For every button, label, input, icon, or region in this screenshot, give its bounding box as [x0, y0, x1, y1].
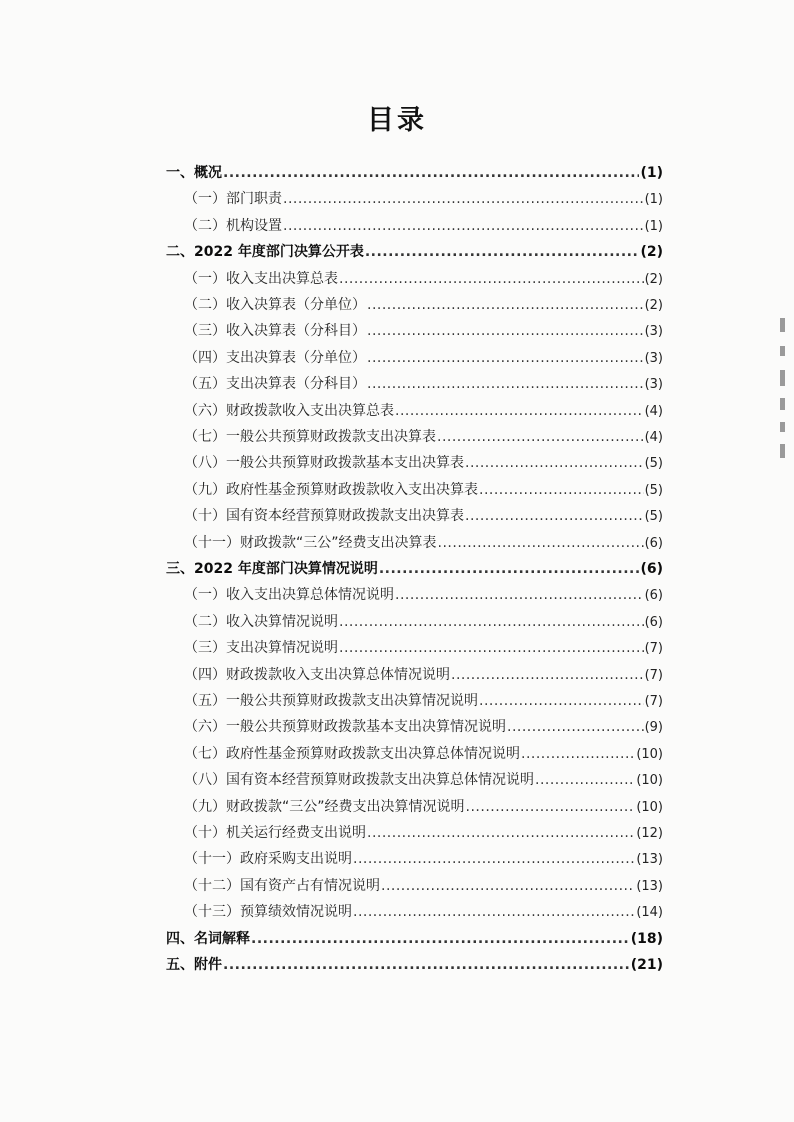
toc-entry-label: （三）收入决算表（分科目）: [184, 323, 366, 340]
toc-page-number: (3): [644, 350, 663, 366]
toc-page-number: (21): [630, 957, 663, 973]
toc-dot-leader: [353, 846, 635, 872]
toc-dot-leader: [521, 741, 635, 767]
toc-page-number: (5): [644, 482, 663, 498]
toc-page-number: (10): [636, 799, 663, 815]
toc-entry-label: 二、2022 年度部门决算公开表: [166, 244, 364, 261]
toc-section-entry[interactable]: [166, 556, 663, 582]
toc-entry-label: （六）财政拨款收入支出决算总表: [184, 402, 394, 419]
toc-dot-leader: [438, 530, 644, 556]
toc-subsection-entry[interactable]: [184, 714, 663, 740]
toc-section-entry[interactable]: [166, 926, 663, 952]
toc-entry-label: （二）机构设置: [184, 217, 282, 234]
toc-dot-leader: [465, 503, 644, 529]
toc-dot-leader: [535, 767, 635, 793]
toc-subsection-entry[interactable]: [184, 609, 663, 635]
toc-page-number: (6): [644, 588, 663, 604]
toc-entry-label: （四）财政拨款收入支出决算总体情况说明: [184, 666, 450, 683]
toc-entry-label: （十）国有资本经营预算财政拨款支出决算表: [184, 508, 464, 525]
toc-entry-label: （十）机关运行经费支出说明: [184, 825, 366, 841]
toc-dot-leader: [283, 186, 644, 212]
toc-page-number: (2): [644, 271, 663, 287]
toc-page-number: (2): [640, 244, 663, 261]
toc-page-number: (13): [636, 878, 663, 894]
toc-dot-leader: [479, 477, 644, 503]
toc-entry-label: （八）一般公共预算财政拨款基本支出决算表: [184, 455, 464, 472]
toc-dot-leader: [339, 635, 644, 661]
toc-entry-label: （一）收入支出决算总体情况说明: [184, 587, 394, 604]
toc-dot-leader: [283, 213, 644, 239]
toc-subsection-entry[interactable]: [184, 398, 663, 424]
toc-dot-leader: [395, 398, 644, 424]
toc-page-number: (7): [644, 667, 663, 683]
toc-entry-label: （三）支出决算情况说明: [184, 640, 338, 657]
toc-subsection-entry[interactable]: [184, 213, 663, 239]
toc-page-number: (9): [644, 720, 663, 736]
toc-entry-label: （五）支出决算表（分科目）: [184, 376, 366, 393]
page-title: 目录: [367, 105, 427, 136]
toc-page-number: (14): [636, 905, 663, 921]
toc-page-number: (6): [644, 535, 663, 551]
toc-entry-label: （十一）财政拨款“三公”经费支出决算表: [184, 534, 437, 551]
toc-entry-label: （七）政府性基金预算财政拨款支出决算总体情况说明: [184, 745, 520, 762]
toc-subsection-entry[interactable]: [184, 582, 663, 608]
toc-subsection-entry[interactable]: [184, 662, 663, 688]
toc-entry-label: （七）一般公共预算财政拨款支出决算表: [184, 429, 436, 445]
toc-subsection-entry[interactable]: [184, 873, 663, 899]
toc-entry-label: （一）部门职责: [184, 191, 282, 208]
toc-dot-leader: [339, 609, 644, 635]
toc-page-number: (2): [644, 298, 663, 313]
scan-edge-marks: [778, 318, 788, 468]
toc-subsection-entry[interactable]: [184, 530, 663, 556]
toc-section-entry[interactable]: [166, 239, 663, 265]
toc-dot-leader: [353, 899, 635, 925]
toc-page-number: (1): [644, 218, 663, 234]
toc-page-number: (6): [644, 614, 663, 630]
toc-dot-leader: [379, 556, 640, 582]
toc-subsection-entry[interactable]: [184, 371, 663, 397]
toc-subsection-entry[interactable]: [184, 318, 663, 344]
toc-subsection-entry[interactable]: [184, 846, 663, 872]
toc-entry-label: 一、概况: [166, 165, 222, 181]
toc-subsection-entry[interactable]: [184, 186, 663, 212]
toc-section-entry[interactable]: [166, 160, 663, 186]
toc-dot-leader: [223, 160, 639, 186]
toc-subsection-entry[interactable]: [184, 688, 663, 714]
toc-entry-label: （二）收入决算情况说明: [184, 613, 338, 630]
toc-subsection-entry[interactable]: [184, 450, 663, 476]
toc-dot-leader: [451, 662, 644, 688]
toc-dot-leader: [367, 345, 644, 371]
toc-entry-label: （十一）政府采购支出说明: [184, 851, 352, 868]
toc-page-number: (12): [636, 826, 663, 841]
toc-page-number: (1): [640, 165, 663, 181]
toc-page-number: (4): [644, 403, 663, 419]
toc-page-number: (3): [644, 377, 663, 393]
toc-subsection-entry[interactable]: [184, 345, 663, 371]
toc-dot-leader: [381, 873, 635, 899]
toc-page-number: (6): [640, 561, 663, 577]
toc-subsection-entry[interactable]: [184, 424, 663, 450]
toc-page-number: (4): [644, 430, 663, 445]
toc-page-number: (7): [644, 641, 663, 657]
toc-page-number: (10): [636, 746, 663, 762]
toc-entry-label: （十三）预算绩效情况说明: [184, 904, 352, 921]
toc-entry-label: （六）一般公共预算财政拨款基本支出决算情况说明: [184, 719, 506, 736]
toc-subsection-entry[interactable]: [184, 899, 663, 925]
toc-entry-label: （五）一般公共预算财政拨款支出决算情况说明: [184, 693, 478, 709]
toc-entry-label: 五、附件: [166, 957, 222, 973]
toc-subsection-entry[interactable]: [184, 266, 663, 292]
toc-dot-leader: [367, 292, 644, 318]
toc-dot-leader: [251, 926, 630, 952]
toc-entry-label: （一）收入支出决算总表: [184, 270, 338, 287]
toc-entry-label: 四、名词解释: [166, 930, 250, 947]
toc-entry-label: （九）政府性基金预算财政拨款收入支出决算表: [184, 481, 478, 498]
toc-dot-leader: [466, 794, 636, 820]
toc-dot-leader: [365, 239, 640, 265]
toc-subsection-entry[interactable]: [184, 741, 663, 767]
toc-entry-label: （十二）国有资产占有情况说明: [184, 877, 380, 894]
toc-dot-leader: [367, 318, 644, 344]
toc-entry-label: （四）支出决算表（分单位）: [184, 349, 366, 366]
toc-entry-label: （二）收入决算表（分单位）: [184, 297, 366, 313]
toc-dot-leader: [395, 582, 644, 608]
toc-page-number: (5): [644, 456, 663, 472]
toc-subsection-entry[interactable]: [184, 820, 663, 846]
toc-dot-leader: [465, 450, 644, 476]
toc-subsection-entry[interactable]: [184, 292, 663, 318]
toc-dot-leader: [223, 952, 630, 978]
toc-subsection-entry[interactable]: [184, 477, 663, 503]
toc-subsection-entry[interactable]: [184, 794, 663, 820]
toc-page-number: (5): [644, 509, 663, 525]
toc-dot-leader: [437, 424, 644, 450]
toc-subsection-entry[interactable]: [184, 503, 663, 529]
toc-dot-leader: [479, 688, 644, 714]
toc-entry-label: 三、2022 年度部门决算情况说明: [166, 561, 378, 577]
toc-page-number: (18): [630, 930, 663, 947]
toc-dot-leader: [367, 371, 644, 397]
toc-dot-leader: [367, 820, 635, 846]
toc-entry-label: （九）财政拨款“三公”经费支出决算情况说明: [184, 798, 465, 815]
toc-page-number: (10): [636, 773, 663, 789]
toc-dot-leader: [339, 266, 644, 292]
toc-subsection-entry[interactable]: [184, 767, 663, 793]
toc-page-number: (13): [636, 852, 663, 868]
toc-page-number: (3): [644, 324, 663, 340]
toc-subsection-entry[interactable]: [184, 635, 663, 661]
toc-section-entry[interactable]: [166, 952, 663, 978]
toc-page-number: (7): [644, 694, 663, 709]
toc-entry-label: （八）国有资本经营预算财政拨款支出决算总体情况说明: [184, 772, 534, 789]
toc-dot-leader: [507, 714, 644, 740]
toc-page-number: (1): [644, 192, 663, 208]
